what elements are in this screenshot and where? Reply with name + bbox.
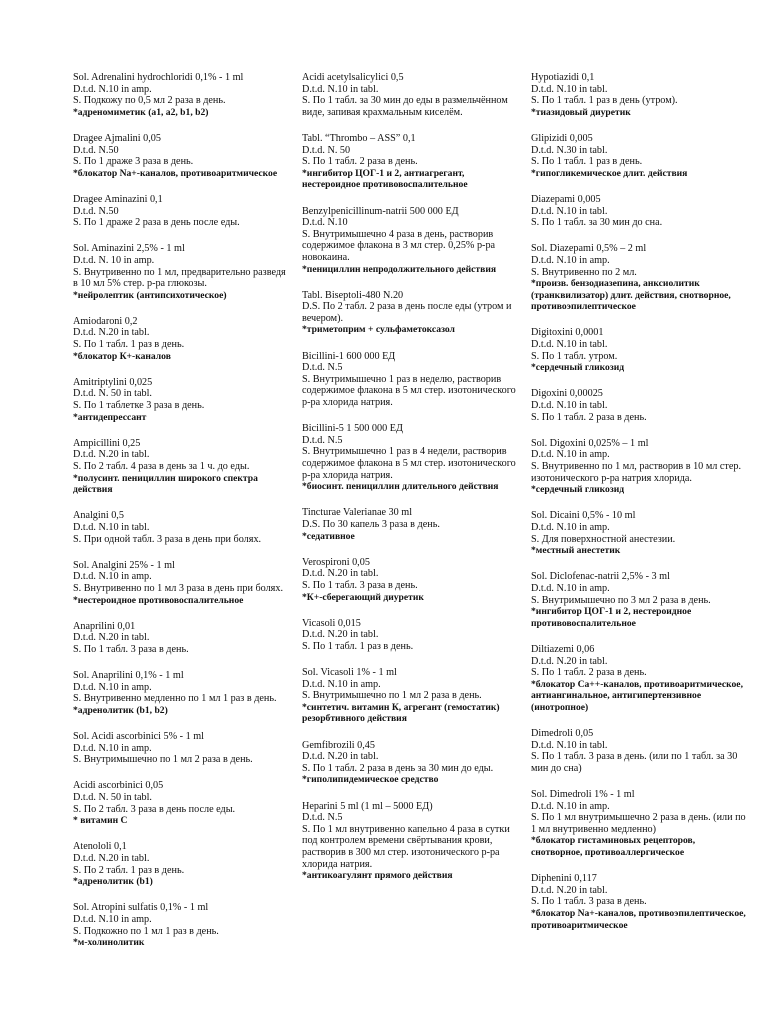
drug-class-note: *нестероидное противовоспалительное (73, 594, 244, 606)
drug-name: Sol. Diazepami 0,5% – 2 ml (531, 243, 647, 255)
drug-name: Benzylpenicillinum-natrii 500 000 ЕД (302, 205, 459, 217)
prescription-line: S. По 1 драже 2 раза в день после еды. (73, 217, 240, 229)
drug-name: Amiodaroni 0,2 (73, 315, 138, 327)
prescription-entry (73, 841, 288, 887)
prescription-line: D.S. По 2 табл. 2 раза в день после еды (утром и вечером). (302, 301, 512, 324)
drug-name: Tabl. Biseptoli-480 N.20 (302, 289, 404, 301)
prescription-line: D.t.d. N.5 (302, 434, 343, 446)
prescription-line: S. По 1 табл. за 30 мин до сна. (531, 217, 663, 229)
prescription-line: S. По 1 табл. 3 раза в день. (или по 1 табл. за 30 мин до сна) (531, 751, 738, 774)
prescription-line: D.t.d. N.10 in amp. (531, 800, 610, 812)
prescription-line: D.t.d. N.10 in tabl. (531, 339, 608, 351)
prescription-line: S. Внутривенно по 1 мл 3 раза в день при болях. (73, 582, 284, 594)
prescription-line: S. По 2 табл. 3 раза в день после еды. (73, 803, 236, 815)
prescription-line: D.t.d. N.10 in amp. (73, 913, 152, 925)
prescription-line: D.t.d. N.10 in tabl. (531, 83, 608, 95)
prescription-entry (302, 72, 517, 118)
drug-name: Tincturae Valerianae 30 ml (302, 507, 413, 519)
prescription-line: S. По 1 мл внутримышечно 2 раза в день. (или по 1 мл внутривенно медленно) (531, 812, 746, 835)
prescription-line: S. Внутримышечно по 1 мл 2 раза в день. (73, 754, 253, 766)
prescription-line: S. Внутримышечно 4 раза в день, растворив содержимое флакона в 3 мл стер. 0,25% р-ра новокаина. (302, 228, 496, 263)
drug-class-note: *адреномиметик (a1, a2, b1, b2) (73, 106, 209, 118)
prescription-entry (73, 670, 288, 716)
prescription-line: D.t.d. N. 10 in amp. (73, 254, 155, 266)
drug-name: Acidi ascorbinici 0,05 (73, 780, 164, 792)
prescription-entry (302, 740, 517, 786)
drug-class-note: *гиполипидемическое средство (302, 774, 439, 786)
drug-name: Sol. Digoxini 0,025% – 1 ml (531, 437, 649, 449)
drug-name: Sol. Vicasoli 1% - 1 ml (302, 667, 397, 679)
drug-name: Bicillini-5 1 500 000 ЕД (302, 423, 403, 435)
drug-class-note: *нейролептик (антипсихотическое) (73, 289, 227, 301)
drug-name: Amitriptylini 0,025 (73, 376, 153, 388)
prescription-line: S. По 1 мл внутривенно капельно 4 раза в сутки под контролем времени свёртывания крови, растворив в 300 мл стер. изотонического р-ра хлорида натрия. (302, 823, 510, 870)
prescription-line: S. Внутривенно медленно по 1 мл 1 раз в день. (73, 693, 277, 705)
column-3 (531, 72, 746, 946)
prescription-line: D.t.d. N.10 in amp. (73, 83, 152, 95)
drug-class-note: *сердечный гликозид (531, 484, 625, 496)
prescription-entry (302, 206, 517, 276)
drug-name: Digitoxini 0,0001 (531, 327, 604, 339)
prescription-line: S. Подкожу по 0,5 мл 2 раза в день. (73, 95, 226, 107)
prescription-line: S. По 1 табл. 1 раз в день. (73, 339, 185, 351)
drug-class-note: *седативное (302, 530, 355, 542)
prescription-line: S. Внутривенно по 2 мл. (531, 266, 637, 278)
drug-class-note: *ингибитор ЦОГ-1 и 2, нестероидное противовоспалительное (531, 606, 692, 629)
prescription-line: D.t.d. N.10 (302, 217, 348, 229)
prescription-line: D.t.d. N.20 in tabl. (73, 632, 150, 644)
drug-name: Anaprilini 0,01 (73, 620, 136, 632)
prescription-entry (531, 510, 746, 556)
prescription-line: S. Внутримышечно по 3 мл 2 раза в день. (531, 594, 711, 606)
prescription-line: D.t.d. N.10 in tabl. (531, 739, 608, 751)
drug-name: Sol. Diclofenac-natrii 2,5% - 3 ml (531, 571, 670, 583)
drug-class-note: *триметоприм + сульфаметоксазол (302, 324, 455, 336)
drug-name: Sol. Anaprilini 0,1% - 1 ml (73, 670, 184, 682)
prescription-line: S. Внутримышечно 1 раз в неделю, растворив содержимое флакона в 5 мл стер. изотонического р-ра хлорида натрия. (302, 373, 516, 409)
column-2 (302, 72, 517, 896)
prescription-line: D.t.d. N.10 in amp. (531, 254, 610, 266)
drug-name: Verospironi 0,05 (302, 556, 370, 568)
prescription-line: S. По 1 драже 3 раза в день. (73, 156, 194, 168)
drug-class-note: *произв. бензодиазепина, анксиолитик (транквилизатор) длит. действия, снотворное, противоэпилептическое (531, 278, 731, 313)
prescription-line: D.t.d. N.10 in tabl. (531, 205, 608, 217)
prescription-line: S. По 1 табл. 3 раза в день. (531, 896, 647, 908)
prescription-line: D.t.d. N.10 in amp. (73, 571, 152, 583)
prescription-line: S. По 1 табл. 2 раза в день. (531, 411, 647, 423)
drug-name: Sol. Dimedroli 1% - 1 ml (531, 789, 635, 801)
prescription-entry (73, 316, 288, 362)
prescription-entry (73, 133, 288, 179)
prescription-line: D.t.d. N.10 in amp. (531, 449, 610, 461)
drug-class-note: *м-холинолитик (73, 937, 145, 949)
prescription-line: D.t.d. N.10 in amp. (73, 681, 152, 693)
drug-class-note: * витамин С (73, 815, 128, 827)
prescription-entry (73, 560, 288, 606)
drug-name: Sol. Aminazini 2,5% - 1 ml (73, 243, 185, 255)
prescription-line: D.t.d. N. 50 in tabl. (73, 388, 152, 400)
drug-class-note: *адренолитик (b1, b2) (73, 704, 168, 716)
prescription-line: S. По 1 таблетке 3 раза в день. (73, 400, 205, 412)
prescription-line: D.t.d. N. 50 in tabl. (73, 792, 152, 804)
prescription-entry (302, 557, 517, 603)
prescription-entry (302, 290, 517, 336)
prescription-line: D.t.d. N.5 (302, 362, 343, 374)
drug-name: Hypotiazidi 0,1 (531, 72, 595, 83)
drug-name: Acidi acetylsalicylici 0,5 (302, 72, 404, 83)
prescription-line: D.t.d. N.10 in tabl. (531, 400, 608, 412)
prescription-line: D.t.d. N.20 in tabl. (302, 751, 379, 763)
prescription-entry (302, 351, 517, 409)
prescription-entry (531, 72, 746, 118)
drug-name: Diazepami 0,005 (531, 193, 601, 205)
prescription-line: D.t.d. N.20 in tabl. (302, 629, 379, 641)
prescription-entry (73, 243, 288, 301)
prescription-entry (302, 423, 517, 493)
prescription-line: D.t.d. N.10 in tabl. (302, 83, 379, 95)
prescription-line: D.t.d. N.50 (73, 205, 119, 217)
column-1 (73, 72, 288, 963)
drug-name: Glipizidi 0,005 (531, 132, 593, 144)
prescription-entry (302, 618, 517, 653)
prescription-line: D.t.d. N.20 in tabl. (531, 655, 608, 667)
prescription-line: S. По 1 табл. 2 раза в день. (531, 667, 647, 679)
prescription-line: D.t.d. N.20 in tabl. (73, 449, 150, 461)
prescription-line: D.t.d. N.20 in tabl. (73, 853, 150, 864)
drug-name: Sol. Dicaini 0,5% - 10 ml (531, 510, 636, 522)
prescription-entry (73, 780, 288, 826)
prescription-line: S. Внутривенно по 1 мл, растворив в 10 мл стер. изотонического р-ра натрия хлорида. (531, 461, 742, 484)
drug-class-note: *тиазидовый диуретик (531, 106, 631, 118)
prescription-entry (73, 377, 288, 423)
prescription-entry (73, 731, 288, 766)
drug-name: Vicasoli 0,015 (302, 617, 361, 629)
prescription-line: D.t.d. N.20 in tabl. (531, 884, 608, 896)
drug-class-note: *гипогликемическое длит. действия (531, 167, 688, 179)
prescription-line: S. По 1 табл. 2 раза в день за 30 мин до еды. (302, 762, 494, 774)
prescription-line: S. По 1 табл. 3 раза в день. (302, 579, 418, 591)
drug-class-note: *К+-сберегающий диуретик (302, 591, 424, 603)
prescription-line: S. Для поверхностной анестезии. (531, 533, 676, 545)
prescription-entry (531, 789, 746, 859)
prescription-line: S. Внутривенно по 1 мл, предварительно разведя в 10 мл 5% стер. р-ра глюкозы. (73, 266, 286, 290)
prescription-line: D.t.d. N.10 in tabl. (73, 521, 150, 533)
drug-name: Sol. Analgini 25% - 1 ml (73, 559, 175, 571)
drug-class-note: *блокатор гистаминовых рецепторов, снотворное, противоаллергическое (531, 835, 696, 858)
prescription-line: D.t.d. N.20 in tabl. (302, 568, 379, 580)
prescription-entry (73, 194, 288, 229)
drug-name: Tabl. “Thrombo – ASS” 0,1 (302, 132, 416, 144)
prescription-line: D.t.d. N.50 (73, 144, 119, 156)
prescription-entry (531, 327, 746, 373)
prescription-entry (302, 133, 517, 191)
prescription-entry (531, 728, 746, 774)
prescription-entry (73, 72, 288, 118)
prescription-entry (531, 644, 746, 714)
prescription-line: S. Внутримышечно 1 раз в 4 недели, растворив содержимое флакона в 5 мл стер. изотонического р-ра хлорида натрия. (302, 446, 516, 481)
prescription-entry (73, 621, 288, 656)
prescription-line: S. По 2 табл. 1 раз в день. (73, 864, 185, 876)
drug-class-note: *местный анестетик (531, 545, 621, 557)
prescription-line: D.t.d. N.10 in amp. (531, 582, 610, 594)
prescription-entry (531, 438, 746, 496)
drug-name: Sol. Adrenalini hydrochloridi 0,1% - 1 ml (73, 72, 244, 83)
drug-class-note: *блокатор Са++-каналов, противоаритмическое, антиангинальное, антигипертензивное (инотропное) (531, 678, 743, 713)
prescription-line: D.t.d. N.10 in amp. (531, 521, 610, 533)
drug-class-note: *антидепрессант (73, 411, 147, 423)
prescription-line: S. При одной табл. 3 раза в день при болях. (73, 533, 262, 545)
prescription-line: S. Подкожно по 1 мл 1 раз в день. (73, 925, 219, 937)
drug-class-note: *адренолитик (b1) (73, 876, 153, 888)
drug-class-note: *блокатор Na+-каналов, противоэпилептическое, противоаритмическое (531, 907, 746, 931)
drug-name: Sol. Acidi ascorbinici 5% - 1 ml (73, 731, 205, 743)
prescription-line: S. Внутримышечно по 1 мл 2 раза в день. (302, 690, 482, 702)
prescription-entry (73, 438, 288, 496)
prescription-entry (302, 507, 517, 542)
drug-name: Ampicillini 0,25 (73, 437, 141, 449)
prescription-line: S. По 1 табл. за 30 мин до еды в размельчённом виде, запивая крахмальным киселём. (302, 95, 508, 118)
drug-name: Dragee Aminazini 0,1 (73, 193, 163, 205)
drug-class-note: *биосинт. пенициллин длительного действия (302, 481, 499, 493)
drug-name: Dragee Ajmalini 0,05 (73, 132, 161, 144)
prescription-line: D.t.d. N.10 in amp. (302, 678, 381, 690)
drug-name: Diphenini 0,117 (531, 873, 597, 885)
prescription-line: S. По 1 табл. 1 раз в день. (302, 640, 414, 652)
drug-class-note: *полусинт. пенициллин широкого спектра действия (73, 472, 258, 496)
drug-class-note: *блокатор Na+-каналов, противоаритмическое (73, 167, 278, 179)
prescription-line: D.t.d. N.5 (302, 812, 343, 824)
drug-name: Gemfibrozili 0,45 (302, 739, 375, 751)
drug-name: Diltiazemi 0,06 (531, 643, 595, 655)
prescription-entry (302, 667, 517, 725)
drug-name: Sol. Atropini sulfatis 0,1% - 1 ml (73, 902, 209, 914)
prescription-line: S. По 1 табл. 2 раза в день. (302, 156, 418, 168)
drug-class-note: *ингибитор ЦОГ-1 и 2, антиагрегант, нестероидное противовоспалительное (302, 167, 468, 191)
prescription-entry (531, 243, 746, 313)
drug-name: Analgini 0,5 (73, 510, 124, 522)
prescription-line: D.t.d. N.30 in tabl. (531, 144, 608, 156)
prescription-entry (73, 902, 288, 948)
prescription-line: S. По 1 табл. утром. (531, 350, 618, 362)
prescription-entry (531, 194, 746, 229)
prescription-line: S. По 1 табл. 1 раз в день (утром). (531, 95, 678, 107)
prescription-line: S. По 1 табл. 3 раза в день. (73, 643, 189, 655)
drug-class-note: *пенициллин непродолжительного действия (302, 263, 497, 275)
drug-class-note: *синтетич. витамин К, агрегант (гемостатик) резорбтивного действия (302, 701, 500, 725)
prescription-line: D.t.d. N.10 in amp. (73, 742, 152, 754)
drug-class-note: *сердечный гликозид (531, 362, 625, 374)
prescription-entry (531, 388, 746, 423)
prescription-entry (73, 510, 288, 545)
prescription-line: S. По 2 табл. 4 раза в день за 1 ч. до еды. (73, 461, 250, 472)
prescription-entry (531, 571, 746, 629)
prescription-entry (531, 873, 746, 931)
prescription-line: D.t.d. N. 50 (302, 144, 351, 156)
drug-class-note: *антикоагулянт прямого действия (302, 870, 453, 882)
prescription-entry (531, 133, 746, 179)
prescription-line: D.t.d. N.20 in tabl. (73, 327, 150, 339)
drug-class-note: *блокатор К+-каналов (73, 350, 171, 362)
drug-name: Dimedroli 0,05 (531, 728, 594, 740)
drug-name: Digoxini 0,00025 (531, 388, 603, 400)
drug-name: Heparini 5 ml (1 ml – 5000 ЕД) (302, 800, 433, 812)
prescription-line: D.S. По 30 капель 3 раза в день. (302, 518, 440, 530)
drug-name: Bicillini-1 600 000 ЕД (302, 350, 396, 362)
prescription-entry (302, 801, 517, 882)
drug-name: Atenololi 0,1 (73, 841, 127, 853)
prescription-line: S. По 1 табл. 1 раз в день. (531, 156, 643, 168)
